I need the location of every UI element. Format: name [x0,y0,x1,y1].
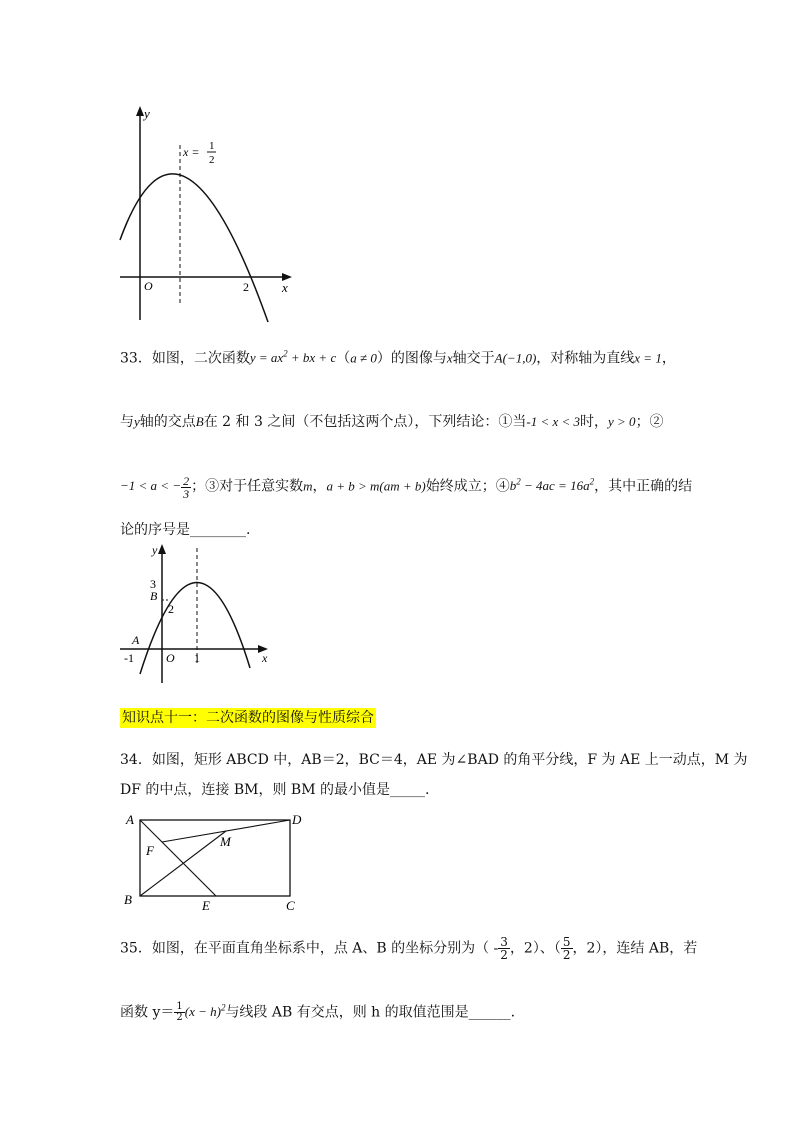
segment-bm [140,831,226,896]
q33-point-a: A(−1,0) [494,350,537,366]
fig1-axis-den: 2 [209,154,215,166]
fig3-c: C [286,898,295,913]
q35-line2: 函数 y＝ $\frac{1}{2}$ $(x - h)^2$与线段 AB 有交点，则 h 的取值范围是______. [120,1000,516,1023]
q33-line3: −1 < a < − $\frac{2}{3}$ ；③对于任意实数m，a + b > m(am + b)始终成立；$④b^2 - 4ac = 16a^2$，其中正确的结 [120,473,693,501]
q33-line2: 与y轴的交点B在 2 和 3 之间（不包括这两个点），下列结论：①当-1 < x < 3时，y > 0；② [120,414,664,430]
q33-line1: 33．如图，二次函数$y = ax^2$ + bx + c（a ≠ 0）的图像与x轴交于A(−1,0)，对称轴为直线x = 1， [120,349,676,367]
q35-line1: 35．如图，在平面直角坐标系中，点 A、B 的坐标分别为（ - $\frac{3}{2}$ ，2）、（ $\frac{5}{2}$ ，2），连结 AB，若 [120,935,698,962]
fig1-x-label: x [282,280,288,295]
fig2-x-label: x [262,651,268,665]
fig1-y-label: y [144,106,150,121]
fig1-axis-num: 1 [209,140,215,152]
q33-number: 33． [120,350,152,367]
q33-axis: x = 1 [634,350,662,366]
q33-t1: 如图，二次函数 [151,350,250,367]
rectangle-abcd [140,820,290,896]
segment-ae [140,820,216,896]
fig2-label-3: 3 [150,577,156,591]
figure-parabola-1 [110,100,310,330]
fig3-m: M [220,834,231,849]
fig3-d: D [292,812,302,827]
fig2-label-2: 2 [168,602,174,616]
y-axis-arrow [136,106,144,116]
q33-discriminant: $b^2 - 4ac = 16a^2$ [509,477,595,494]
figure-parabola-2 [110,538,280,688]
q34-line1: 34．如图，矩形 ABCD 中，AB＝2，BC＝4，AE 为∠BAD 的角平分线，F 为 AE 上一动点，M 为 [120,752,748,768]
fig3-f: F [146,843,154,858]
q33-cond: a ≠ 0 [350,350,377,366]
fig1-axis-prefix: x = [183,145,200,159]
fig3-e: E [202,898,210,913]
fig3-b: B [124,892,132,907]
q33-ineq: a + b > m(am + b) [326,478,426,494]
parabola-curve [120,174,268,322]
section-heading: 知识点十一：二次函数的图像与性质综合 [122,710,374,726]
q33-quadratic: $y = ax^2$ + bx + c [249,349,337,366]
q33-cond2: −1 < a < − $\frac{2}{3}$ [120,473,190,501]
q33-line4: 论的序号是________. [120,522,251,538]
figure-rectangle [118,808,318,918]
fig1-origin: O [144,279,153,293]
q34-line2: DF 的中点，连接 BM，则 BM 的最小值是_____. [120,782,430,798]
q33-ypos: y > 0 [608,414,636,429]
q33-range: -1 < x < 3 [526,414,581,429]
fig1-x-intercept: 2 [243,280,249,294]
fig2-origin: O [166,651,175,665]
fig2-y-label: y [152,543,158,557]
fig2-label-b: B [150,589,158,603]
fig2-label-a: A [132,633,140,647]
fig3-a: A [126,812,134,827]
fig2-label-1: 1 [194,651,200,665]
fig2-label-neg1: -1 [124,651,134,665]
y-axis-arrow [158,544,166,554]
